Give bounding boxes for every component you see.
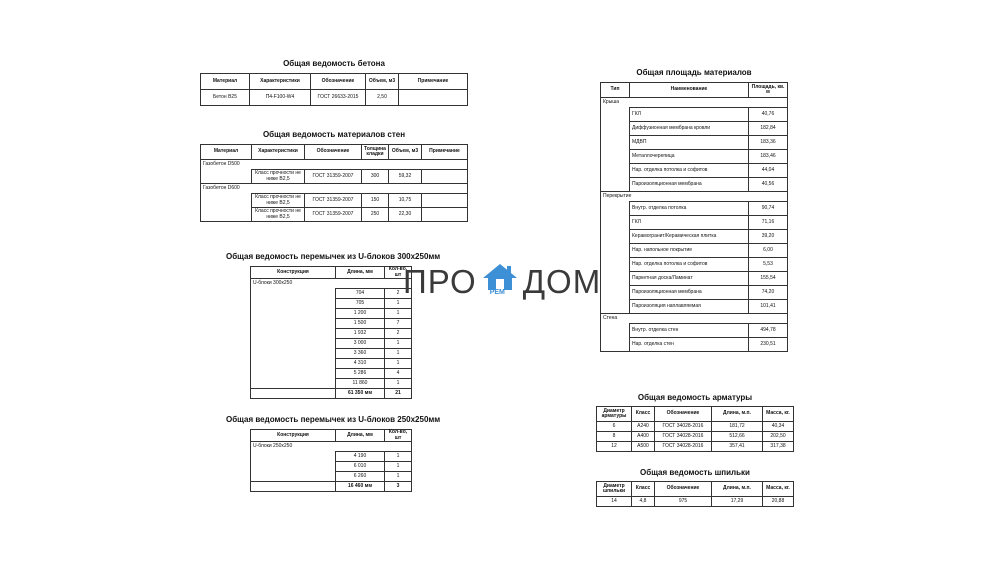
table-cell xyxy=(251,379,336,389)
table-cell: 17,29 xyxy=(712,497,763,507)
header-cell: Диаметр шпильки xyxy=(597,482,632,497)
table-row xyxy=(601,216,788,230)
header-cell: Длина, м.п. xyxy=(712,407,763,422)
header-cell: Обозначение xyxy=(311,74,366,90)
table-cell xyxy=(601,272,630,286)
table-row xyxy=(201,208,468,222)
header-cell: Кол-во, шт xyxy=(385,430,412,442)
table-cell: 512,66 xyxy=(712,432,763,442)
table-row xyxy=(597,497,794,507)
table-cell: Класс прочности не ниже В2,5 xyxy=(252,194,305,208)
table-cell: ГОСТ 31359-2007 xyxy=(305,170,362,184)
table-cell: 59,32 xyxy=(389,170,422,184)
table-cell xyxy=(601,136,630,150)
table-cell: 6 260 xyxy=(336,472,385,482)
table-cell: 2 xyxy=(385,329,412,339)
table-cell xyxy=(201,170,252,184)
table-cell xyxy=(251,299,336,309)
table-row xyxy=(601,150,788,164)
table-cell: 90,74 xyxy=(749,202,788,216)
table-cell: 4 190 xyxy=(336,452,385,462)
table-cell: 40,34 xyxy=(763,422,794,432)
table-cell: 6 xyxy=(597,422,632,432)
table-cell: 5,53 xyxy=(749,258,788,272)
table-cell xyxy=(601,230,630,244)
table-cell xyxy=(251,309,336,319)
table-cell xyxy=(251,289,336,299)
table-header xyxy=(597,482,794,497)
table-cell: 1 xyxy=(385,309,412,319)
table-cell xyxy=(251,359,336,369)
table-row xyxy=(601,244,788,258)
table-cell: ГОСТ 34028-2016 xyxy=(655,442,712,452)
table-cell xyxy=(251,472,336,482)
table-cell: 2,50 xyxy=(366,90,399,106)
header-cell: Характеристики xyxy=(252,145,305,160)
table-cell: А500 xyxy=(632,442,655,452)
table-cell xyxy=(601,244,630,258)
table-row xyxy=(601,286,788,300)
header-cell: Конструкция xyxy=(251,430,336,442)
table-cell xyxy=(601,258,630,272)
table-row xyxy=(251,462,412,472)
table-row xyxy=(601,202,788,216)
table-cell: 71,16 xyxy=(749,216,788,230)
table-cell: Бетон В25 xyxy=(201,90,250,106)
table-cell: 39,20 xyxy=(749,230,788,244)
table-cell xyxy=(601,202,630,216)
table-cell: 494,78 xyxy=(749,324,788,338)
table-cell: 975 xyxy=(655,497,712,507)
table-cell: 182,84 xyxy=(749,122,788,136)
table-cell: Внутр. отделка стен xyxy=(630,324,749,338)
table-row xyxy=(601,272,788,286)
table-row xyxy=(251,289,412,299)
table-cell: 6,00 xyxy=(749,244,788,258)
table-cell: 704 xyxy=(336,289,385,299)
table-cell: Нар. напольное покрытие xyxy=(630,244,749,258)
header-cell: Масса, кг. xyxy=(763,482,794,497)
table-row xyxy=(251,472,412,482)
header-cell: Тип xyxy=(601,83,630,98)
table-row xyxy=(251,309,412,319)
table-cell xyxy=(251,482,336,492)
table-cell xyxy=(601,324,630,338)
group-label: Газобетон D500 xyxy=(201,160,468,170)
table-cell xyxy=(601,164,630,178)
walls-table xyxy=(200,144,468,222)
group-label: Газобетон D600 xyxy=(201,184,468,194)
areas-table xyxy=(600,82,788,352)
table-row xyxy=(601,164,788,178)
table-row xyxy=(601,122,788,136)
table-cell: 317,38 xyxy=(763,442,794,452)
table-cell: Нар. отделка потолка и софитов xyxy=(630,164,749,178)
header-cell: Примечание xyxy=(399,74,468,90)
table-cell xyxy=(251,452,336,462)
table-cell xyxy=(601,338,630,352)
group-row xyxy=(251,442,412,452)
logo-text-right: ДОМ xyxy=(522,263,602,300)
lintels250-title: Общая ведомость перемычек из U-блоков 250х250мм xyxy=(226,415,441,424)
table-header xyxy=(201,145,468,160)
table-cell: Класс прочности не ниже В2,5 xyxy=(252,170,305,184)
table-row xyxy=(597,442,794,452)
table-cell: 1 500 xyxy=(336,319,385,329)
table-cell xyxy=(422,208,468,222)
table-row xyxy=(201,90,468,106)
group-row xyxy=(251,279,412,289)
logo-text-left: ПРО xyxy=(403,263,477,300)
table-cell: 44,04 xyxy=(749,164,788,178)
table-cell: 12 xyxy=(597,442,632,452)
table-cell: Металлочерепица xyxy=(630,150,749,164)
table-cell: Пароизоляционная мембрана xyxy=(630,178,749,192)
table-cell: Пароизоляция наплавляемая xyxy=(630,300,749,314)
table-cell: 8 xyxy=(597,432,632,442)
table-cell: 705 xyxy=(336,299,385,309)
table-cell: А400 xyxy=(632,432,655,442)
table-cell: ГОСТ 31359-2007 xyxy=(305,194,362,208)
group-row xyxy=(201,160,468,170)
table-cell: Внутр. отделка потолка xyxy=(630,202,749,216)
table-cell: 150 xyxy=(362,194,389,208)
group-label: U-блоки 250х250 xyxy=(251,442,412,452)
group-label: U-блоки 300х250 xyxy=(251,279,412,289)
table-cell: 230,51 xyxy=(749,338,788,352)
header-cell: Длина, мм xyxy=(336,267,385,279)
group-label: Крыша xyxy=(601,98,788,108)
lintels250-table xyxy=(250,429,412,492)
total-length: 61 350 мм xyxy=(336,389,385,399)
lintels300-table xyxy=(250,266,412,399)
group-label: Перекрытие xyxy=(601,192,788,202)
header-cell: Наименование xyxy=(630,83,749,98)
table-cell: П4-F100-W4 xyxy=(250,90,311,106)
table-cell: МДВП xyxy=(630,136,749,150)
table-row xyxy=(601,136,788,150)
table-cell xyxy=(601,108,630,122)
table-row xyxy=(201,170,468,184)
table-cell: 101,41 xyxy=(749,300,788,314)
header-cell: Конструкция xyxy=(251,267,336,279)
table-cell: 4 310 xyxy=(336,359,385,369)
header-cell: Обозначение xyxy=(655,482,712,497)
table-cell: 74,20 xyxy=(749,286,788,300)
table-cell: 250 xyxy=(362,208,389,222)
logo-subtext: РЕМ xyxy=(489,289,505,296)
group-label: Стена xyxy=(601,314,788,324)
table-cell: Класс прочности не ниже В2,5 xyxy=(252,208,305,222)
table-cell xyxy=(601,178,630,192)
total-length: 16 460 мм xyxy=(336,482,385,492)
table-cell: Нар. отделка потолка и софитов xyxy=(630,258,749,272)
table-cell: 10,75 xyxy=(389,194,422,208)
table-cell: ГКЛ xyxy=(630,216,749,230)
header-cell: Материал xyxy=(201,145,252,160)
table-cell: 4,8 xyxy=(632,497,655,507)
table-cell: 1 xyxy=(385,339,412,349)
header-cell: Объем, м3 xyxy=(389,145,422,160)
lintels300-title: Общая ведомость перемычек из U-блоков 300х250мм xyxy=(226,252,441,261)
table-cell: Керамогранит/Керамическая плитка xyxy=(630,230,749,244)
table-cell xyxy=(251,329,336,339)
header-cell: Обозначение xyxy=(305,145,362,160)
table-cell xyxy=(601,216,630,230)
table-header xyxy=(251,267,412,279)
site-logo xyxy=(403,262,601,302)
total-count: 3 xyxy=(385,482,412,492)
table-cell xyxy=(422,170,468,184)
header-cell: Длина, м.п. xyxy=(712,482,763,497)
total-count: 21 xyxy=(385,389,412,399)
table-row xyxy=(597,432,794,442)
total-row xyxy=(251,389,412,399)
walls-title: Общая ведомость материалов стен xyxy=(262,130,406,139)
table-cell: 300 xyxy=(362,170,389,184)
table-row xyxy=(601,230,788,244)
table-cell xyxy=(399,90,468,106)
table-cell: А240 xyxy=(632,422,655,432)
table-row xyxy=(601,324,788,338)
table-row xyxy=(597,422,794,432)
table-cell xyxy=(201,194,252,208)
table-header xyxy=(201,74,468,90)
table-cell xyxy=(601,122,630,136)
table-cell: 1 xyxy=(385,472,412,482)
table-cell: 22,30 xyxy=(389,208,422,222)
total-row xyxy=(251,482,412,492)
table-cell: ГОСТ 34028-2016 xyxy=(655,422,712,432)
table-row xyxy=(601,108,788,122)
header-cell: Толщина кладки xyxy=(362,145,389,160)
table-cell: 183,46 xyxy=(749,150,788,164)
rebar-title: Общая ведомость арматуры xyxy=(637,393,753,402)
table-row xyxy=(251,319,412,329)
table-cell xyxy=(201,208,252,222)
table-cell: 5 286 xyxy=(336,369,385,379)
table-header xyxy=(251,430,412,442)
table-cell: 1 932 xyxy=(336,329,385,339)
table-cell xyxy=(251,389,336,399)
table-row xyxy=(251,299,412,309)
table-cell: 11 860 xyxy=(336,379,385,389)
table-row xyxy=(601,178,788,192)
table-cell: 1 200 xyxy=(336,309,385,319)
table-row xyxy=(251,369,412,379)
header-cell: Кол-во, шт xyxy=(385,267,412,279)
header-cell: Объем, м3 xyxy=(366,74,399,90)
table-row xyxy=(251,452,412,462)
house-icon xyxy=(481,262,519,302)
table-row xyxy=(251,339,412,349)
table-cell: 202,50 xyxy=(763,432,794,442)
table-cell: ГОСТ 26633-2015 xyxy=(311,90,366,106)
group-row xyxy=(201,184,468,194)
table-row xyxy=(251,329,412,339)
header-cell: Класс xyxy=(632,407,655,422)
studs-title: Общая ведомость шпильки xyxy=(640,468,750,477)
header-cell: Площадь, кв. м xyxy=(749,83,788,98)
table-cell: ГОСТ 31359-2007 xyxy=(305,208,362,222)
table-cell xyxy=(422,194,468,208)
header-cell: Примечание xyxy=(422,145,468,160)
table-cell: 14 xyxy=(597,497,632,507)
table-cell xyxy=(251,349,336,359)
table-cell: ГОСТ 34028-2016 xyxy=(655,432,712,442)
table-header xyxy=(601,83,788,98)
header-cell: Масса, кг. xyxy=(763,407,794,422)
header-cell: Обозначение xyxy=(655,407,712,422)
header-cell: Длина, мм xyxy=(336,430,385,442)
table-row xyxy=(251,359,412,369)
table-cell: 3 360 xyxy=(336,349,385,359)
header-cell: Материал xyxy=(201,74,250,90)
table-cell xyxy=(601,150,630,164)
table-cell: ГКЛ xyxy=(630,108,749,122)
table-cell xyxy=(601,300,630,314)
header-cell: Диаметр арматуры xyxy=(597,407,632,422)
table-header xyxy=(597,407,794,422)
table-row xyxy=(601,258,788,272)
group-row xyxy=(601,98,788,108)
table-cell: 357,41 xyxy=(712,442,763,452)
table-row xyxy=(601,338,788,352)
table-cell xyxy=(251,369,336,379)
table-cell: 20,88 xyxy=(763,497,794,507)
header-cell: Характеристики xyxy=(250,74,311,90)
table-row xyxy=(251,349,412,359)
table-cell: 1 xyxy=(385,359,412,369)
table-cell: 1 xyxy=(385,349,412,359)
table-cell: Пароизоляционная мембрана xyxy=(630,286,749,300)
table-cell: Диффузионная мембрана кровли xyxy=(630,122,749,136)
table-cell xyxy=(601,286,630,300)
table-cell: 40,76 xyxy=(749,108,788,122)
table-cell: 181,72 xyxy=(712,422,763,432)
table-cell: 1 xyxy=(385,299,412,309)
concrete-table xyxy=(200,73,468,106)
header-cell: Класс xyxy=(632,482,655,497)
table-cell: 2 xyxy=(385,289,412,299)
table-cell: 1 xyxy=(385,379,412,389)
table-cell xyxy=(251,339,336,349)
table-cell: Нар. отделка стен xyxy=(630,338,749,352)
table-cell xyxy=(251,319,336,329)
table-row xyxy=(601,300,788,314)
table-cell: 7 xyxy=(385,319,412,329)
table-cell: 6 010 xyxy=(336,462,385,472)
areas-title: Общая площадь материалов xyxy=(636,68,752,77)
table-cell: 183,36 xyxy=(749,136,788,150)
table-cell: 155,54 xyxy=(749,272,788,286)
table-cell: 3 000 xyxy=(336,339,385,349)
table-row xyxy=(251,379,412,389)
table-cell xyxy=(251,462,336,472)
table-cell: 4 xyxy=(385,369,412,379)
rebar-table xyxy=(596,406,794,452)
group-row xyxy=(601,192,788,202)
studs-table xyxy=(596,481,794,507)
table-cell: 1 xyxy=(385,462,412,472)
table-row xyxy=(201,194,468,208)
concrete-title: Общая ведомость бетона xyxy=(283,59,385,68)
table-cell: Паркетная доска/Ламинат xyxy=(630,272,749,286)
table-cell: 40,56 xyxy=(749,178,788,192)
group-row xyxy=(601,314,788,324)
table-cell: 1 xyxy=(385,452,412,462)
